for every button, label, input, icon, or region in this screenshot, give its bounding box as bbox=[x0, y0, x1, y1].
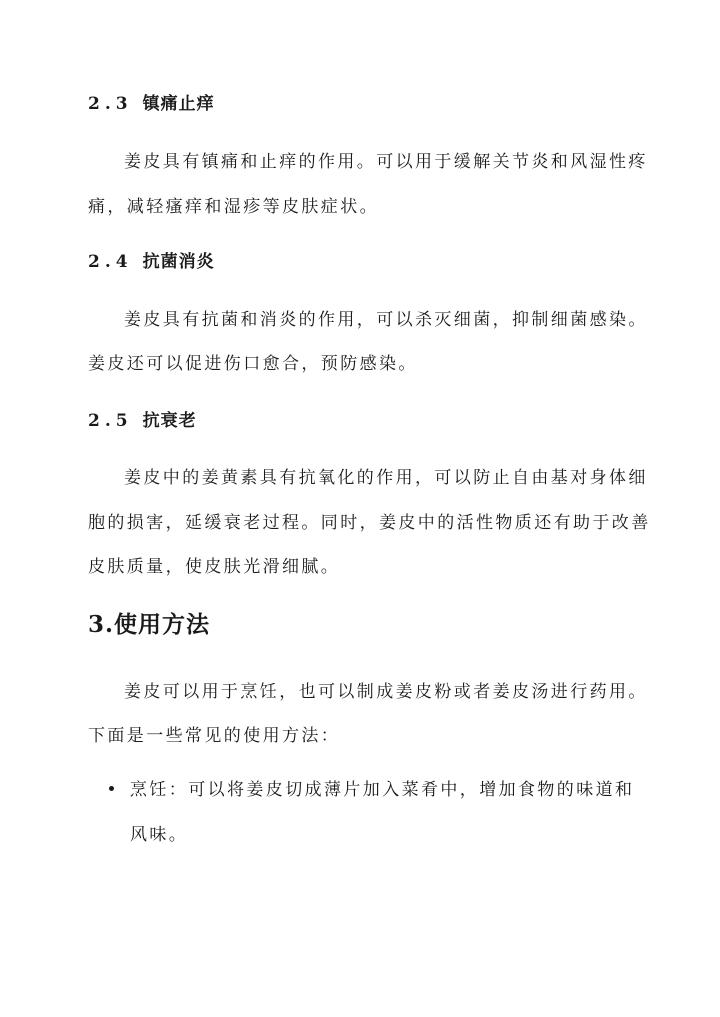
section-heading-2-4 bbox=[88, 247, 215, 272]
paragraph-line: 姜皮中的姜黄素具有抗氧化的作用，可以防止自由基对身体细 bbox=[124, 468, 648, 488]
paragraph-line: 皮肤质量，使皮肤光滑细腻。 bbox=[88, 557, 341, 577]
paragraph-line: 胞的损害，延缓衰老过程。同时，姜皮中的活性物质还有助于改善 bbox=[88, 513, 651, 533]
section-heading-2-5 bbox=[88, 406, 197, 431]
section-number: 2.5 bbox=[88, 411, 133, 431]
section-title: 抗衰老 bbox=[142, 411, 197, 431]
section-title: 镇痛止痒 bbox=[142, 94, 215, 114]
section-number: 2.3 bbox=[88, 94, 133, 114]
bullet-dot-icon bbox=[109, 786, 114, 791]
list-item-line: 风味。 bbox=[130, 825, 189, 845]
section-heading-3: 3.使用方法 bbox=[88, 611, 211, 638]
paragraph-line: 痛，减轻瘙痒和湿疹等皮肤症状。 bbox=[88, 197, 379, 217]
paragraph-line: 姜皮具有抗菌和消炎的作用，可以杀灭细菌，抑制细菌感染。 bbox=[124, 310, 648, 330]
paragraph-line: 姜皮可以用于烹饪，也可以制成姜皮粉或者姜皮汤进行药用。 bbox=[124, 682, 648, 702]
section-title: 抗菌消炎 bbox=[142, 252, 215, 272]
list-item-line: 烹饪：可以将姜皮切成薄片加入菜肴中，增加食物的味道和 bbox=[130, 780, 635, 800]
paragraph-line: 下面是一些常见的使用方法： bbox=[88, 726, 341, 746]
paragraph-line: 姜皮还可以促进伤口愈合，预防感染。 bbox=[88, 354, 418, 374]
paragraph-line: 姜皮具有镇痛和止痒的作用。可以用于缓解关节炎和风湿性疼 bbox=[124, 152, 648, 172]
section-heading-2-3 bbox=[88, 89, 215, 114]
section-number: 2.4 bbox=[88, 252, 133, 272]
